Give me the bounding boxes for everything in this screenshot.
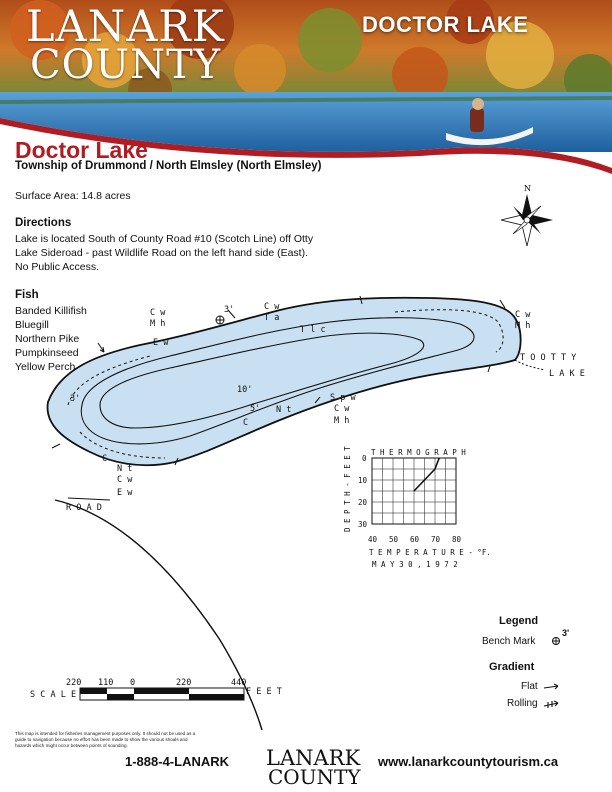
road-label: R O A D <box>66 503 102 513</box>
veg-label: C w <box>150 308 166 318</box>
veg-label: T a <box>264 313 280 323</box>
legend-bench-mark-icon <box>553 638 560 645</box>
scale-bar <box>30 678 282 700</box>
phone-number[interactable]: 1-888-4-LANARK <box>125 754 230 769</box>
scale-tick: 440 <box>231 678 247 688</box>
compass-rose-icon <box>501 184 553 246</box>
veg-label: C w <box>334 404 350 414</box>
surface-area: Surface Area: 14.8 acres <box>15 190 131 202</box>
flat-arrow-icon <box>544 684 558 689</box>
to-otty-label: T O O T T Y <box>520 353 577 363</box>
scale-tick: 110 <box>98 678 114 688</box>
page-subtitle: Township of Drummond / North Elmsley (North Elmsley) <box>15 160 322 172</box>
x-tick-label: 60 <box>410 535 420 544</box>
otty-lake-label: L A K E <box>549 369 585 379</box>
thermograph-title: T H E R M O G R A P H <box>371 448 466 457</box>
scale-tick: 0 <box>130 678 136 688</box>
veg-label: E w <box>117 488 133 498</box>
x-tick-label: 70 <box>431 535 441 544</box>
veg-label: S p w <box>330 393 356 403</box>
depth-label: 5' <box>250 404 261 414</box>
legend-rolling-label: Rolling <box>507 698 538 709</box>
directions-line-3: No Public Access. <box>15 261 100 273</box>
veg-label: M h <box>334 416 350 426</box>
veg-label: M h <box>150 319 166 329</box>
fish-heading: Fish <box>15 289 39 301</box>
x-tick-label: 50 <box>389 535 399 544</box>
legend-bench-mark-value: 3' <box>562 628 570 638</box>
fish-species: Yellow Perch <box>15 361 76 373</box>
compass-n: N <box>524 184 531 193</box>
legend-title: Legend <box>499 615 539 627</box>
depth-label: 3' <box>70 394 81 404</box>
bench-mark-depth: 3' <box>224 305 235 315</box>
gradient-title: Gradient <box>489 661 535 673</box>
veg-label: N t <box>276 405 292 415</box>
veg-label: N t <box>117 464 133 474</box>
veg-label: E w <box>153 338 169 348</box>
banner-title: DOCTOR LAKE <box>362 12 529 37</box>
fish-species: Banded Killifish <box>15 305 87 317</box>
thermograph-temperature-line <box>414 458 439 491</box>
scale-label: S C A L E <box>30 690 77 700</box>
thermograph-y-label: D E P T H - F E E T <box>343 446 352 532</box>
bench-mark-icon <box>216 316 224 324</box>
y-tick-label: 20 <box>358 498 368 507</box>
thermograph-chart <box>343 446 491 569</box>
logo-line-1: LANARK <box>26 2 225 52</box>
veg-label: C w <box>117 475 133 485</box>
fish-species: Northern Pike <box>15 333 80 345</box>
y-tick-label: 0 <box>362 454 367 463</box>
scale-tick: 220 <box>176 678 192 688</box>
logo-line-2: COUNTY <box>30 42 222 88</box>
legend-bench-mark-label: Bench Mark <box>482 636 536 647</box>
veg-label: C w <box>264 302 280 312</box>
directions-line-2: Lake Sideroad - past Wildlife Road on the left hand side (East). <box>15 247 308 259</box>
disclaimer-text: This map is intended for fisheries management purposes only. It should not be used as a guide to navigation because no effort has been made to show the various shoals and hazards which might occur between points of sounding. <box>15 731 196 748</box>
rolling-arrow-icon <box>544 701 558 708</box>
footer-logo-line-1: LANARK <box>266 746 361 770</box>
lake-outline <box>48 298 521 466</box>
veg-label: C w <box>515 310 531 320</box>
lanark-county-logo-footer[interactable] <box>266 748 361 787</box>
directions-heading: Directions <box>15 217 72 229</box>
thermograph-x-label: T E M P E R A T U R E - °F. <box>369 548 491 557</box>
veg-label: C <box>243 418 249 428</box>
directions-line-1: Lake is located South of County Road #10 (Scotch Line) off Otty <box>15 233 314 245</box>
veg-label: C <box>102 454 108 464</box>
scale-unit: F E E T <box>246 687 282 697</box>
depth-label: 10' <box>237 385 253 395</box>
fish-species: Pumpkinseed <box>15 347 79 359</box>
footer-logo-line-2: COUNTY <box>268 765 361 789</box>
x-tick-label: 40 <box>368 535 378 544</box>
page-title: Doctor Lake <box>15 137 148 163</box>
website-link[interactable]: www.lanarkcountytourism.ca <box>378 754 559 769</box>
fish-species: Bluegill <box>15 319 49 331</box>
thermograph-date: M A Y 3 0 , 1 9 7 2 <box>372 560 458 569</box>
y-tick-label: 30 <box>358 520 368 529</box>
legend-flat-label: Flat <box>521 681 538 692</box>
veg-label: M h <box>515 321 531 331</box>
scale-tick: 220 <box>66 678 82 688</box>
x-tick-label: 80 <box>452 535 462 544</box>
veg-label: T l c <box>300 325 326 335</box>
y-tick-label: 10 <box>358 476 368 485</box>
